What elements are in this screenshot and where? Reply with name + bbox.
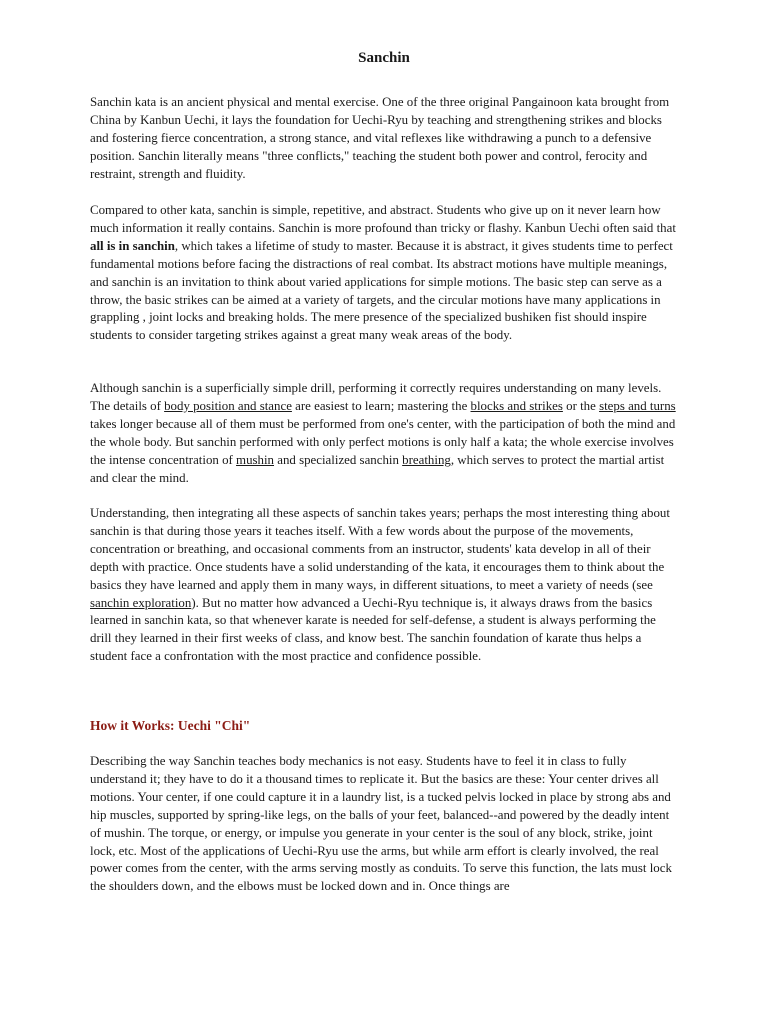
body-position-link[interactable]: body position and stance	[164, 398, 292, 413]
paragraph-intro	[90, 94, 680, 184]
mushin-link[interactable]: mushin	[236, 452, 275, 467]
paragraph-text: ). But no matter how advanced a Uechi-Ryu technique is, it always draws from the basics learned in sanchin kata, so that whenever karate is needed for self-defense, a student is always performing the drill they learned in their first weeks of class, and know best. The sanchin foundation of karate thus helps a student face a confrontation with the most practice and confidence possible.	[90, 595, 656, 664]
paragraph-abstract-text	[90, 202, 680, 345]
paragraph-text: takes longer because all of them must be performed from one's center, with the participation of both the mind and the whole body. But sanchin performed with only perfect motions is only half a kata; the whole exercise involves the intense concentration of	[90, 416, 676, 467]
paragraph-text: are easiest to learn; mastering the	[291, 398, 471, 413]
steps-turns-link[interactable]: steps and turns	[599, 398, 676, 413]
paragraph-text: Although sanchin is a superficially simple drill, performing it correctly requires understanding on many levels. The details of	[90, 381, 662, 413]
paragraph-intro-text: Sanchin kata is an ancient physical and mental exercise. One of the three original Pangainoon kata brought from China by Kanbun Uechi, it lays the foundation for Uechi-Ryu by teaching and strengthening strikes and blocks and fostering fierce concentration, a strong stance, and vital reflexes like withdrawing a punch to a defensive position. Sanchin literally means "three conflicts," teaching the student both power and control, ferocity and restraint, strength and fluidity.	[90, 95, 670, 181]
blocks-strikes-link[interactable]: blocks and strikes	[470, 398, 563, 413]
page-title: Sanchin	[358, 50, 410, 66]
sanchin-exploration-link[interactable]: sanchin exploration	[90, 595, 192, 610]
paragraph-text: , which takes a lifetime of study to master. Because it is abstract, it gives students time to perfect fundamental motions before facing the distractions of real combat. Its abstract motions have multiple meanings, and sanchin is an invitation to think about varied applications for simple motions. The basic step can serve as a throw, the basic strikes can be aimed at a variety of targets, and the circular motions have many applications in grappling , joint locks and breaking holds. The mere presence of the specialized bushiken fist should inspire students to consider targeting strikes against a great many weak areas of the body.	[90, 238, 673, 343]
paragraph-levels-text	[90, 380, 680, 487]
paragraph-body-mechanics	[90, 753, 680, 896]
paragraph-understanding-text	[90, 505, 680, 666]
paragraph-text: Compared to other kata, sanchin is simple, repetitive, and abstract. Students who give up on it never learn how much information it really contains. Sanchin is more profound than tricky or flashy. Kanbun Uechi often said that	[90, 203, 676, 235]
paragraph-text: or the	[562, 398, 600, 413]
breathing-link[interactable]: breathing	[402, 452, 451, 467]
paragraph-understanding	[90, 505, 680, 666]
paragraph-levels	[90, 380, 680, 487]
emphasis-text: all is in sanchin	[90, 238, 175, 253]
paragraph-body-mechanics-text: Describing the way Sanchin teaches body mechanics is not easy. Students have to feel it in class to fully understand it; they have to do it a thousand times to replicate it. But the basics are these: Your center drives all motions. Your center, if one could capture it in a laundry list, is a tucked pelvis locked in place by strong abs and hip muscles, supported by spring-like legs, on the balls of your feet, balanced--and powered by the deadly intent of mushin. The torque, or energy, or impulse you generate in your center is the soul of any block, strike, joint lock, etc. Most of the applications of Uechi-Ryu use the arms, but while arm effort is clearly involved, the real power comes from the center, with the arms serving mostly as conduits. To serve this function, the lats must lock the shoulders down, and the elbows must be locked down and in. Once things are	[90, 754, 672, 894]
paragraph-text: and specialized sanchin	[274, 452, 403, 467]
section-heading-how-it-works: How it Works: Uechi "Chi"	[90, 718, 251, 733]
paragraph-text: Understanding, then integrating all these aspects of sanchin takes years; perhaps the most interesting thing about sanchin is that during those years it teaches itself. With a few words about the purpose of the movements, concentration or breathing, and occasional comments from an instructor, students' kata develop in all of their depth with practice. Once students have a solid understanding of the kata, it encourages them to think about the basics they have learned and apply them in many ways, in different situations, to meet a variety of needs (see	[90, 506, 670, 592]
paragraph-abstract	[90, 202, 680, 345]
paragraph-text: , which serves to protect the martial artist and clear the mind.	[90, 452, 665, 485]
